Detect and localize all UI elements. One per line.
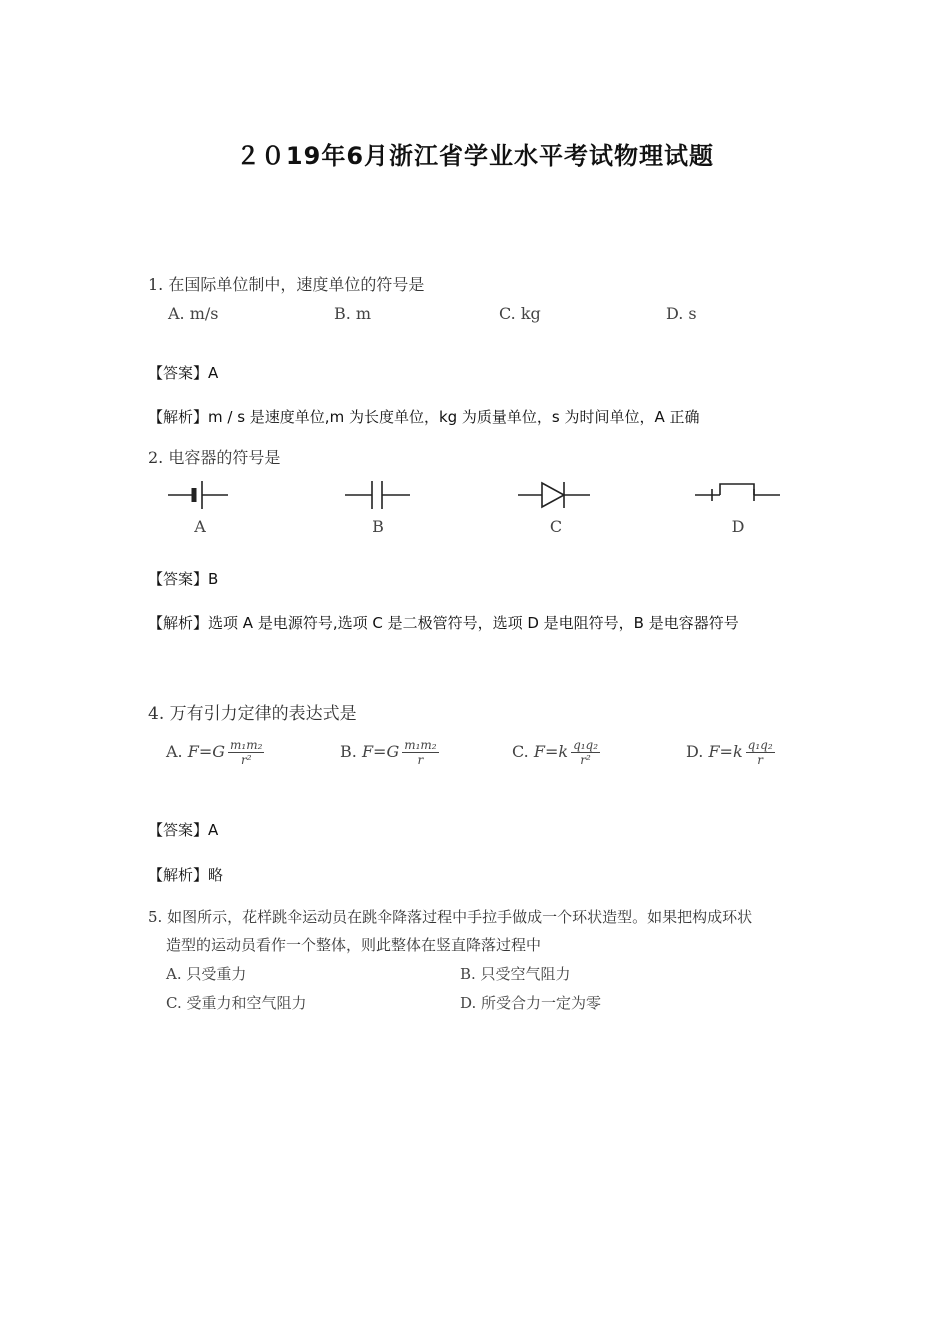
option-prefix: A.: [166, 742, 188, 761]
q2-stem: 2. 电容器的符号是: [148, 448, 281, 467]
q5-option-d: D. 所受合力一定为零: [460, 994, 602, 1012]
q2-analysis: [148, 612, 739, 633]
option-prefix: C.: [512, 742, 534, 761]
fraction-denominator: r: [417, 753, 424, 767]
fraction-numerator: q₁q₂: [747, 738, 773, 752]
formula-eq: =: [719, 742, 733, 761]
q1-option-d: D. s: [666, 304, 697, 323]
q4-stem: 4. 万有引力定律的表达式是: [148, 704, 357, 724]
answer-label: 【答案】: [148, 364, 209, 382]
analysis-text: m / s 是速度单位,m 为长度单位，kg 为质量单位，s 为时间单位，A 正确: [208, 408, 700, 426]
formula-fraction: [228, 738, 264, 767]
option-prefix: D.: [686, 742, 709, 761]
formula-lhs: F: [187, 742, 199, 761]
formula-eq: =: [544, 742, 559, 761]
q2-answer: [148, 568, 218, 589]
formula-fraction: [402, 738, 438, 767]
formula-coef: k: [732, 742, 743, 761]
fraction-denominator: r²: [240, 753, 252, 767]
q4-option-d: [686, 738, 775, 767]
q4-analysis: [148, 864, 223, 885]
formula-coef: G: [386, 742, 400, 761]
fraction-denominator: r: [757, 753, 764, 767]
analysis-text: 选项 A 是电源符号,选项 C 是二极管符号，选项 D 是电阻符号，B 是电容器符号: [208, 614, 739, 632]
formula-coef: k: [558, 742, 569, 761]
formula-eq: =: [198, 742, 213, 761]
formula-fraction: [746, 738, 775, 767]
q1-option-c: C. kg: [499, 304, 541, 323]
q2-caption-b: B: [372, 517, 384, 536]
q2-caption-c: C: [549, 517, 563, 536]
fraction-numerator: m₁m₂: [230, 738, 263, 752]
answer-label: 【答案】: [148, 821, 209, 839]
analysis-label: 【解析】: [148, 866, 209, 884]
capacitor-symbol-icon: [345, 481, 410, 509]
analysis-label: 【解析】: [148, 614, 209, 632]
diode-symbol-icon: [518, 482, 590, 508]
answer-label: 【答案】: [148, 570, 209, 588]
fraction-numerator: q₁q₂: [573, 738, 599, 752]
analysis-text: 略: [208, 866, 224, 884]
resistor-symbol-icon: [695, 484, 780, 501]
option-prefix: B.: [340, 742, 362, 761]
formula-lhs: F: [533, 742, 545, 761]
q5-option-a: A. 只受重力: [166, 965, 247, 983]
q1-analysis: [148, 406, 700, 427]
answer-value: A: [208, 821, 219, 839]
formula-lhs: F: [708, 742, 720, 761]
q5-option-b: B. 只受空气阻力: [460, 965, 571, 983]
q1-option-a: A. m/s: [168, 304, 219, 323]
q5-stem-line1: 5. 如图所示，花样跳伞运动员在跳伞降落过程中手拉手做成一个环状造型。如果把构成环状: [148, 908, 753, 926]
fraction-denominator: r²: [580, 753, 591, 767]
formula-lhs: F: [361, 742, 374, 761]
q1-answer: [148, 362, 218, 383]
fraction-numerator: m₁m₂: [404, 738, 437, 752]
formula-fraction: [571, 738, 600, 767]
q5-stem-line2: 造型的运动员看作一个整体，则此整体在竖直降落过程中: [166, 936, 542, 954]
formula-eq: =: [373, 742, 387, 761]
q4-answer: [148, 819, 218, 840]
q2-circuit-symbols: [160, 475, 810, 515]
q4-option-b: [340, 738, 439, 767]
answer-value: A: [208, 364, 219, 382]
q4-option-c: [512, 738, 600, 767]
q2-caption-d: D: [731, 517, 745, 536]
page-title: ２０19年6月浙江省学业水平考试物理试题: [235, 142, 715, 170]
q4-option-a: [166, 738, 264, 767]
q1-stem: 1. 在国际单位制中，速度单位的符号是: [148, 275, 425, 294]
analysis-label: 【解析】: [148, 408, 209, 426]
formula-coef: G: [212, 742, 226, 761]
q5-option-c: C. 受重力和空气阻力: [166, 994, 307, 1012]
answer-value: B: [208, 570, 219, 588]
q1-option-b: B. m: [334, 304, 372, 323]
q2-caption-a: A: [194, 517, 206, 536]
battery-symbol-icon: [168, 481, 228, 509]
